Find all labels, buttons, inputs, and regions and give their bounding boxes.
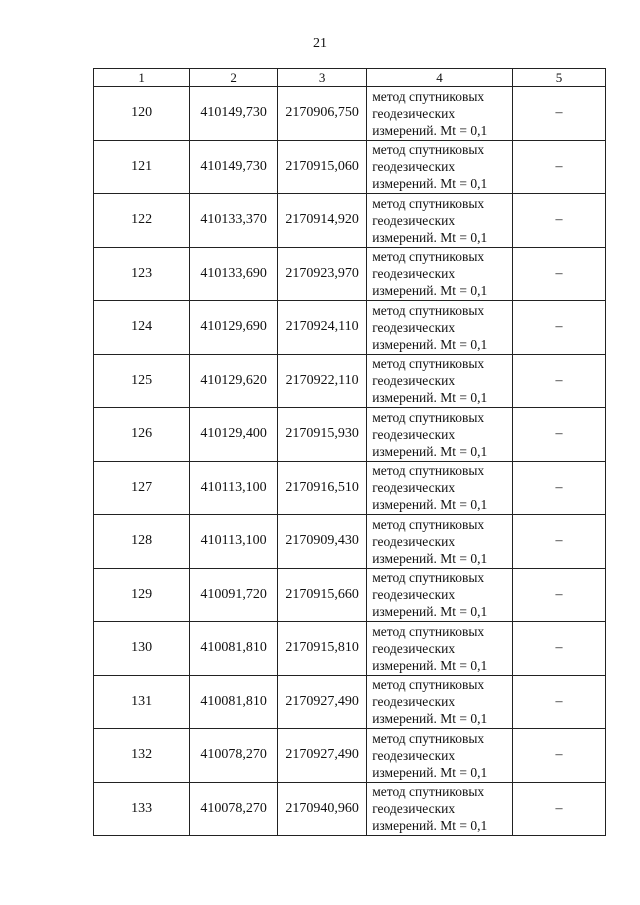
note-cell: –: [512, 622, 605, 676]
table-row: [94, 354, 606, 408]
point-number-cell: 123: [94, 247, 190, 301]
method-cell: метод спутниковых геодезических измерений. Mt = 0,1: [367, 408, 513, 462]
y-coordinate-cell: 2170915,660: [278, 568, 367, 622]
point-number-cell: 122: [94, 194, 190, 248]
note-cell: –: [512, 194, 605, 248]
table-row: [94, 408, 606, 462]
note-cell: –: [512, 408, 605, 462]
table-row: [94, 194, 606, 248]
x-coordinate-cell: 410149,730: [190, 140, 278, 194]
method-cell: метод спутниковых геодезических измерений. Mt = 0,1: [367, 675, 513, 729]
note-cell: –: [512, 461, 605, 515]
y-coordinate-cell: 2170909,430: [278, 515, 367, 569]
y-coordinate-cell: 2170914,920: [278, 194, 367, 248]
method-cell: метод спутниковых геодезических измерений. Mt = 0,1: [367, 247, 513, 301]
point-number-cell: 126: [94, 408, 190, 462]
x-coordinate-cell: 410081,810: [190, 622, 278, 676]
y-coordinate-cell: 2170915,930: [278, 408, 367, 462]
point-number-cell: 129: [94, 568, 190, 622]
table-row: [94, 622, 606, 676]
x-coordinate-cell: 410078,270: [190, 782, 278, 836]
y-coordinate-cell: 2170916,510: [278, 461, 367, 515]
column-header-3: 3: [278, 69, 367, 87]
point-number-cell: 128: [94, 515, 190, 569]
x-coordinate-cell: 410129,400: [190, 408, 278, 462]
method-cell: метод спутниковых геодезических измерений. Mt = 0,1: [367, 515, 513, 569]
point-number-cell: 120: [94, 87, 190, 141]
x-coordinate-cell: 410113,100: [190, 461, 278, 515]
column-header-5: 5: [512, 69, 605, 87]
method-cell: метод спутниковых геодезических измерений. Mt = 0,1: [367, 140, 513, 194]
method-cell: метод спутниковых геодезических измерений. Mt = 0,1: [367, 194, 513, 248]
x-coordinate-cell: 410078,270: [190, 729, 278, 783]
column-header-2: 2: [190, 69, 278, 87]
page-number: 21: [313, 36, 327, 51]
point-number-cell: 125: [94, 354, 190, 408]
x-coordinate-cell: 410129,690: [190, 301, 278, 355]
note-cell: –: [512, 301, 605, 355]
point-number-cell: 130: [94, 622, 190, 676]
x-coordinate-cell: 410081,810: [190, 675, 278, 729]
table-row: [94, 675, 606, 729]
note-cell: –: [512, 729, 605, 783]
note-cell: –: [512, 675, 605, 729]
note-cell: –: [512, 247, 605, 301]
x-coordinate-cell: 410149,730: [190, 87, 278, 141]
x-coordinate-cell: 410113,100: [190, 515, 278, 569]
y-coordinate-cell: 2170915,810: [278, 622, 367, 676]
y-coordinate-cell: 2170924,110: [278, 301, 367, 355]
header-row: [94, 69, 606, 87]
table-row: [94, 782, 606, 836]
point-number-cell: 132: [94, 729, 190, 783]
note-cell: –: [512, 140, 605, 194]
y-coordinate-cell: 2170923,970: [278, 247, 367, 301]
point-number-cell: 127: [94, 461, 190, 515]
table-row: [94, 140, 606, 194]
y-coordinate-cell: 2170940,960: [278, 782, 367, 836]
y-coordinate-cell: 2170906,750: [278, 87, 367, 141]
table-body: [94, 87, 606, 836]
note-cell: –: [512, 782, 605, 836]
x-coordinate-cell: 410133,690: [190, 247, 278, 301]
table-header: [94, 69, 606, 87]
x-coordinate-cell: 410129,620: [190, 354, 278, 408]
y-coordinate-cell: 2170927,490: [278, 729, 367, 783]
note-cell: –: [512, 354, 605, 408]
x-coordinate-cell: 410133,370: [190, 194, 278, 248]
note-cell: –: [512, 87, 605, 141]
method-cell: метод спутниковых геодезических измерений. Mt = 0,1: [367, 622, 513, 676]
method-cell: метод спутниковых геодезических измерений. Mt = 0,1: [367, 354, 513, 408]
method-cell: метод спутниковых геодезических измерений. Mt = 0,1: [367, 461, 513, 515]
table-row: [94, 247, 606, 301]
table-row: [94, 515, 606, 569]
x-coordinate-cell: 410091,720: [190, 568, 278, 622]
column-header-1: 1: [94, 69, 190, 87]
y-coordinate-cell: 2170915,060: [278, 140, 367, 194]
table-row: [94, 461, 606, 515]
y-coordinate-cell: 2170927,490: [278, 675, 367, 729]
table-row: [94, 568, 606, 622]
table-row: [94, 301, 606, 355]
point-number-cell: 133: [94, 782, 190, 836]
method-cell: метод спутниковых геодезических измерений. Mt = 0,1: [367, 301, 513, 355]
method-cell: метод спутниковых геодезических измерений. Mt = 0,1: [367, 729, 513, 783]
method-cell: метод спутниковых геодезических измерений. Mt = 0,1: [367, 568, 513, 622]
y-coordinate-cell: 2170922,110: [278, 354, 367, 408]
table-row: [94, 729, 606, 783]
point-number-cell: 121: [94, 140, 190, 194]
coordinates-table: [93, 68, 606, 836]
point-number-cell: 131: [94, 675, 190, 729]
point-number-cell: 124: [94, 301, 190, 355]
note-cell: –: [512, 515, 605, 569]
note-cell: –: [512, 568, 605, 622]
method-cell: метод спутниковых геодезических измерений. Mt = 0,1: [367, 87, 513, 141]
column-header-4: 4: [367, 69, 513, 87]
table-row: [94, 87, 606, 141]
method-cell: метод спутниковых геодезических измерений. Mt = 0,1: [367, 782, 513, 836]
